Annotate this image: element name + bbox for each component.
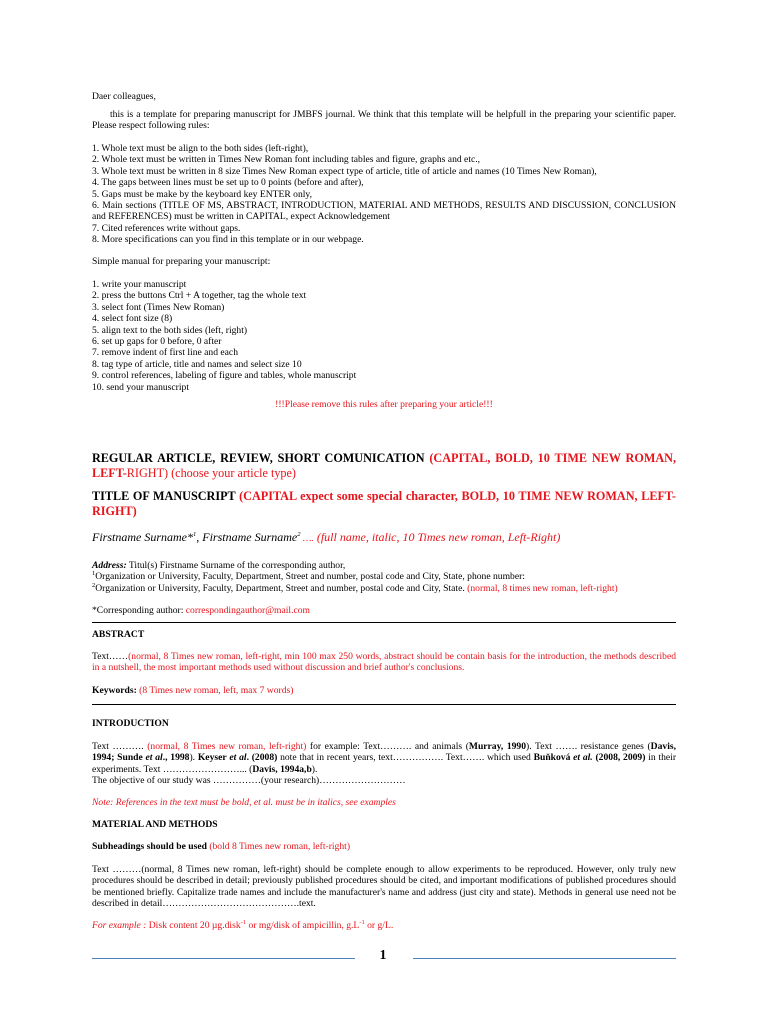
rule-item: 4. The gaps between lines must be set up to 0 points (before and after),	[92, 177, 364, 189]
manual-item: 2. press the buttons Ctrl + A together, tag the whole text	[92, 290, 307, 302]
abstract-text: Text……(normal, 8 Times new roman, left-right, min 100 max 250 words, abstract should be contain basis for the introduction, the methods described in a nutshell, the most important methods used without discussion and brief author's conclusions.	[92, 651, 676, 674]
rules-list	[92, 143, 676, 246]
section-rule-top	[92, 622, 676, 623]
manual-item: 9. control references, labeling of figure and tables, whole manuscript	[92, 370, 357, 382]
rule-item: 6. Main sections (TITLE OF MS, ABSTRACT, INTRODUCTION, MATERIAL AND METHODS, RESULTS AND DISCUSSION, CONCLUSION and REFERENCES) must be written in CAPITAL, expect Acknowledgement	[92, 200, 676, 223]
manuscript-title-heading: TITLE OF MANUSCRIPT (CAPITAL expect some special character, BOLD, 10 TIME NEW ROMAN, LEFT-RIGHT)	[92, 489, 676, 518]
methods-subheading: Subheadings should be used (bold 8 Times new roman, left-right)	[92, 841, 351, 852]
units-example: For example : Disk content 20 µg.disk$^{-1}$ or mg/disk of ampicillin, $g.L^{-1}$ or g/L.	[92, 918, 394, 931]
manual-item: 8. tag type of article, title and names and select size 10	[92, 358, 302, 370]
manual-item: 10. send your manuscript	[92, 381, 189, 393]
abstract-heading: ABSTRACT	[92, 629, 145, 640]
manual-title: Simple manual for preparing your manuscript:	[92, 256, 271, 267]
corresponding-author: *Corresponding author: correspondingauthor@mail.com	[92, 605, 310, 616]
corresponding-email-link[interactable]: correspondingauthor@mail.com	[185, 605, 310, 616]
keywords-line: Keywords: (8 Times new roman, left, max 7 words)	[92, 685, 294, 696]
introduction-paragraph: Text ………. (normal, 8 Times new roman, left-right) for example: Text………. and animals (Murray, 1990). Text ……. resistance genes (Davis, 1994; Sunde et al., 1998). Keyser et al. (2008) note that in recent years, text……………. Text……. which used Buňková et al. (2008, 2009) in their experiments. Text ……………………... (Davis, 1994a,b). The objective of our study was ……………(your research)………………………	[92, 741, 677, 787]
footer-rule-left	[92, 958, 355, 959]
rule-item: 2. Whole text must be written in Times New Roman font including tables and figure, graphs and etc.,	[92, 154, 481, 166]
methods-heading: MATERIAL AND METHODS	[92, 819, 218, 830]
methods-paragraph: Text ………(normal, 8 Times new roman, left-right) should be complete enough to allow experiments to be reproduced. However, only truly new procedures should be described in detail; previously published procedures should be cited, and important modifications of published procedures should be mentioned briefly. Capitalize trade names and include the manufacturer's name and address (just city and state). Methods in general use need not be described in detail…………………………………….text.	[92, 864, 676, 910]
authors-line: Firstname Surname*$^1$, Firstname Surname$^2$ …. (full name, italic, 10 Times new roman, Left-Right)	[92, 530, 561, 544]
greeting: Daer colleagues,	[92, 91, 156, 102]
section-rule-bottom	[92, 704, 676, 705]
rule-item: 1. Whole text must be align to the both sides (left-right),	[92, 143, 309, 154]
manual-item: 7. remove indent of first line and each	[92, 347, 238, 359]
introduction-heading: INTRODUCTION	[92, 718, 169, 729]
rule-item: 7. Cited references write without gaps.	[92, 222, 241, 234]
manual-item: 4. select font size (8)	[92, 313, 173, 325]
rule-item: 3. Whole text must be written in 8 size Times New Roman expect type of article, title of article and names (10 Times New Roman),	[92, 165, 597, 177]
rule-item: 8. More specifications can you find in this template or in our webpage.	[92, 234, 364, 246]
footer-rule-right	[413, 958, 676, 959]
article-type-heading: REGULAR ARTICLE, REVIEW, SHORT COMUNICATION (CAPITAL, BOLD, 10 TIME NEW ROMAN, LEFT-RIGHT) (choose your article type)	[92, 451, 676, 480]
intro-paragraph: this is a template for preparing manuscript for JMBFS journal. We think that this template will be helpfull in the preparing your scientific paper. Please respect following rules:	[92, 109, 676, 132]
rule-item: 5. Gaps must be make by the keyboard key ENTER only,	[92, 188, 312, 200]
manual-item: 5. align text to the both sides (left, right)	[92, 324, 248, 336]
manual-list	[92, 279, 676, 393]
page-number: 1	[379, 948, 387, 963]
references-note: Note: References in the text must be bold, et al. must be in italics, see examples	[92, 797, 396, 808]
address-block: Address: Titul(s) Firstname Surname of the corresponding author, $^1$Organization or University, Faculty, Department, Street and number, postal code and City, State, phone number: $^2$Organization or University, Faculty, Department, Street and number, postal code and City, State. (normal, 8 times new roman, left-right)	[92, 560, 618, 594]
remove-rules-warning: !!!Please remove this rules after preparing your article!!!	[275, 399, 493, 410]
manual-item: 3. select font (Times New Roman)	[92, 301, 225, 313]
manual-item: 1. write your manuscript	[92, 279, 187, 290]
manual-item: 6. set up gaps for 0 before, 0 after	[92, 336, 222, 348]
